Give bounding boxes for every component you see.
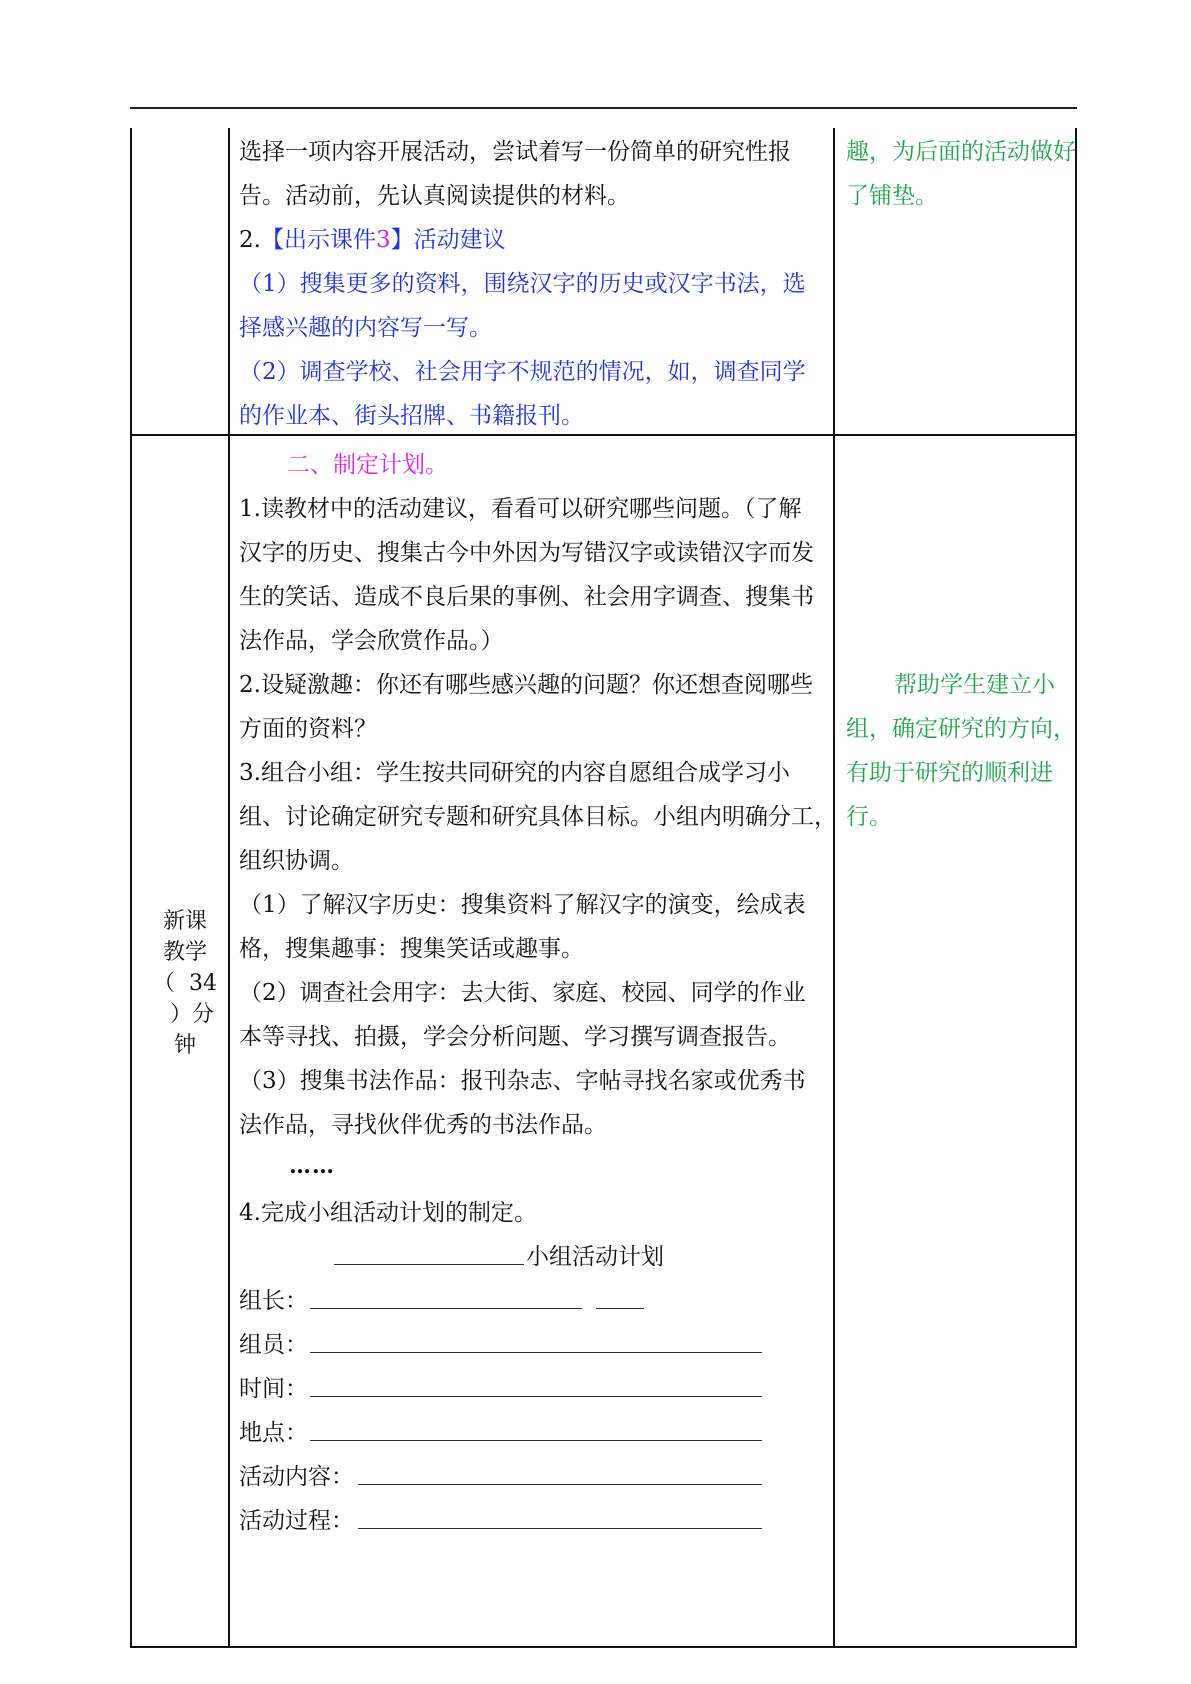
note-line: 有助于研究的顺利进 [846,760,1053,786]
table-border-bottom [130,1646,1077,1648]
text-line: （2）调查社会用字：去大街、家庭、校园、同学的作业 [239,980,806,1006]
text-line: 组织协调。 [239,848,354,874]
table-border-right [1075,128,1077,1648]
ellipsis: …… [289,1153,335,1179]
text-line: 本等寻找、拍摄，学会分析问题、学习撰写调查报告。 [239,1024,791,1050]
plan-field-label: 时间： [239,1376,308,1402]
note-line: 趣，为后面的活动做好 [846,139,1076,165]
stage-line: （ 34 [153,971,217,996]
plan-field-label: 地点： [239,1420,308,1446]
suggestion-line: （1）搜集更多的资料，围绕汉字的历史或汉字书法，选 [239,271,806,297]
plan-field-blank [596,1308,644,1309]
plan-field-label: 组长： [239,1288,308,1314]
text-line: 汉字的历史、搜集古今中外因为写错汉字或读错汉字而发 [239,540,814,566]
table-divider-1 [228,128,230,1648]
text-line: 法作品，学会欣赏作品。） [239,628,504,654]
text-line: 1.读教材中的活动建议，看看可以研究哪些问题。（了解 [239,496,802,522]
plan-field-blank [358,1484,762,1485]
plan-field-label: 活动内容： [239,1464,354,1490]
text-line: 3.组合小组：学生按共同研究的内容自愿组合成学习小 [239,760,790,786]
suggestion-line: （2）调查学校、社会用字不规范的情况，如，调查同学 [239,359,806,385]
note-line: 帮助学生建立小 [894,672,1055,698]
stage-line: ）分 [156,1002,214,1027]
note-line: 行。 [846,804,892,830]
text-line: 方面的资料？ [239,716,377,742]
plan-field-label: 组员： [239,1332,308,1358]
item-number: 2. [239,227,261,253]
header-rule [130,107,1077,109]
note-line: 了铺垫。 [846,183,938,209]
text-line: 法作品，寻找伙伴优秀的书法作品。 [239,1112,607,1138]
item-label: 活动建议 [413,227,506,253]
note-line: 组，确定研究的方向， [846,716,1076,742]
item-4-line: 4.完成小组活动计划的制定。 [239,1200,537,1226]
text-line: （3）搜集书法作品：报刊杂志、字帖寻找名家或优秀书 [239,1068,806,1094]
text-line: （1）了解汉字历史：搜集资料了解汉字的演变，绘成表 [239,892,806,918]
stage-line: 新课 [162,909,207,934]
text-line: 选择一项内容开展活动，尝试着写一份简单的研究性报 [239,139,791,165]
courseware-number: 3 [375,227,391,253]
suggestion-line: 的作业本、街头招牌、书籍报刊。 [239,403,584,429]
plan-field-blank [358,1528,762,1529]
text-line: 告。活动前，先认真阅读提供的材料。 [239,183,630,209]
courseware-bracket-close: 】 [390,227,414,253]
plan-title: 小组活动计划 [526,1244,664,1270]
stage-line: 钟 [173,1033,196,1058]
plan-field-blank [310,1440,762,1441]
text-line: 2.设疑激趣：你还有哪些感兴趣的问题？你还想查阅哪些 [239,672,813,698]
suggestion-line: 择感兴趣的内容写一写。 [239,315,492,341]
text-line: 组、讨论确定研究专题和研究具体目标。小组内明确分工， [239,804,837,830]
section-heading: 二、制定计划。 [287,452,448,478]
plan-field-blank [310,1396,762,1397]
plan-field-label: 活动过程： [239,1508,354,1534]
courseware-bracket-open: 【出示课件 [260,227,376,253]
text-line: 格，搜集趣事：搜集笑话或趣事。 [239,936,584,962]
plan-title-blank [334,1264,524,1265]
plan-field-blank [310,1352,762,1353]
text-line: 生的笑话、造成不良后果的事例、社会用字调查、搜集书 [239,584,814,610]
item-2-line [239,218,506,262]
stage-line: 教学 [162,940,207,965]
plan-field-blank [310,1308,582,1309]
table-divider-2 [833,128,835,1648]
table-border-left [130,128,132,1648]
